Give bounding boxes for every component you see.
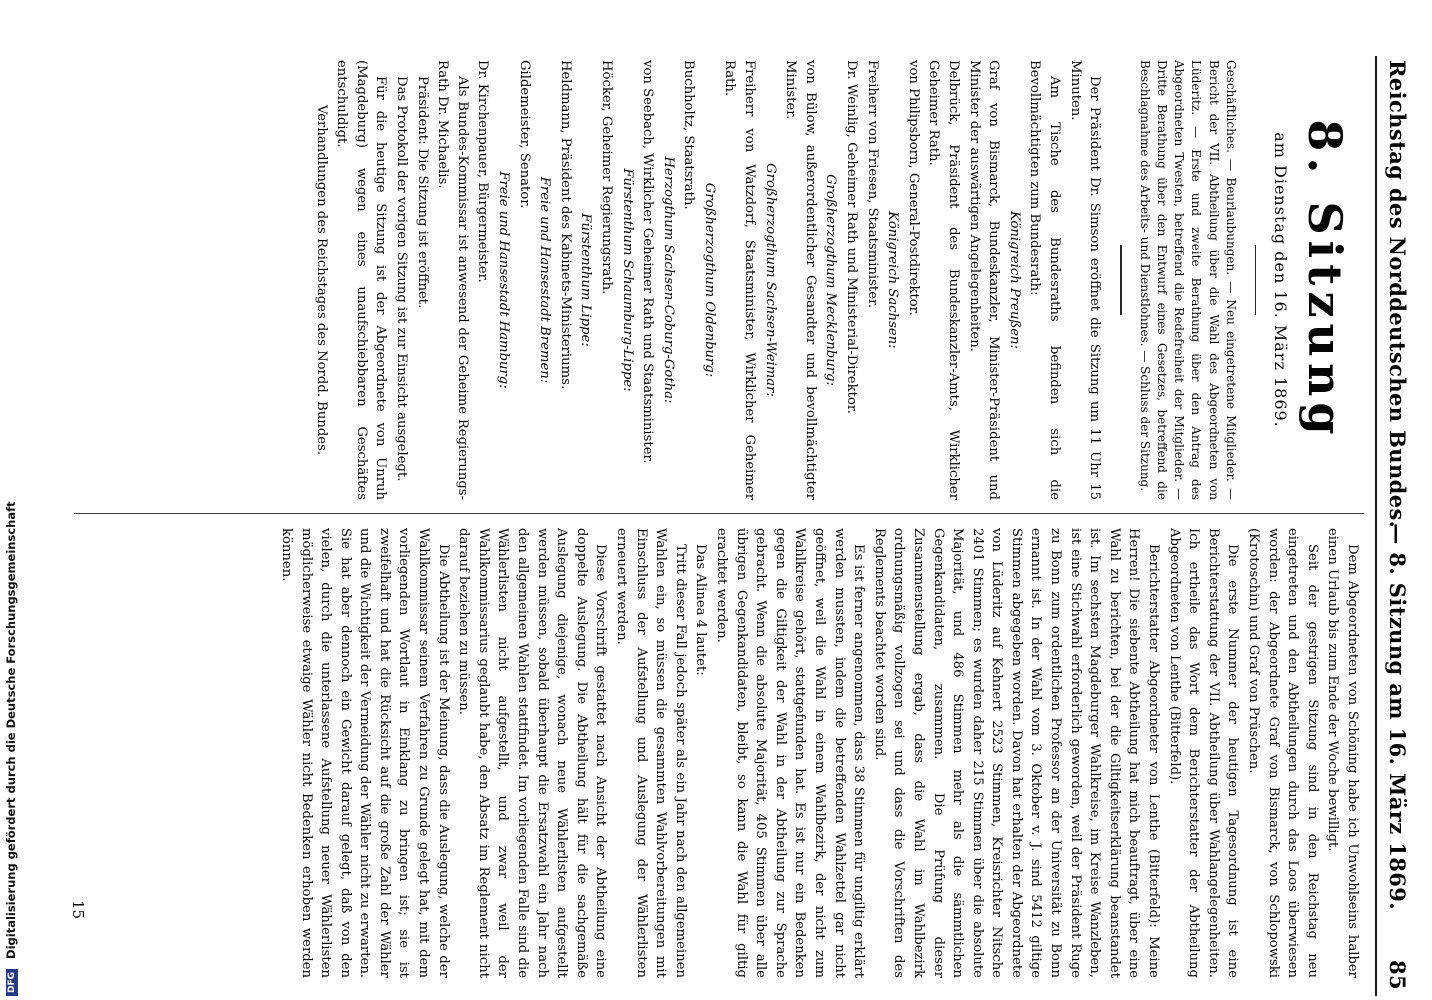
delegate-state: Herzogthum Sachsen-Coburg-Gotha: (660, 156, 676, 404)
delegate-state: Königreich Sachsen: (885, 211, 901, 349)
left-footer-line: Verhandlungen des Reichstages des Nordd. Bundes. (313, 104, 329, 456)
opening-paragraph: Der Präsident Dr. Simson eröffnet die Sitzung um 11 Uhr 15 Minuten. (1067, 60, 1103, 500)
delegate-entry: Graf von Bismarck, Bundeskanzler, Minister-Präsident und Minister der auswärtigen Angelegenheiten. (966, 60, 1002, 500)
session-title: 8. Sitzung (1298, 119, 1352, 441)
delegate-entry: Freiherr von Friesen, Staatsminister. (864, 60, 880, 309)
delegate-state: Freie und Hansestadt Hamburg: (495, 171, 511, 389)
delegate-list (473, 60, 1024, 500)
signature-mark: 15 (69, 900, 87, 920)
delegate-entry: Heldmann, Präsident des Kabinets-Ministeriums. (557, 60, 573, 390)
delegate-entry: Höcker, Geheimer Regierungsrath. (598, 60, 614, 295)
header-rule (1375, 56, 1377, 996)
delegate-state: Freie und Hansestadt Bremen: (537, 176, 553, 384)
president-opening: Präsident: Die Sitzung ist eröffnet. (414, 76, 430, 309)
right-paragraph: Die Abtheilung ist der Meinung, dass die Auslegung, welche der Wahlkommissar seinem Verfahren zu Grunde gelegt hat, mit dem vorliegenden Wortlaut in Einklang zu bringen ist; sie ist zweifelhaft und hat die Rücksicht auf die große Zahl der Wähler und die Wichtigkeit der Vermeidung der Wähler nicht zu erwarten. Sie hat aber dennoch ein Gewicht darauf gelegt, daß von den vielen, durch die unterlassene Aufstellung neuer Wählerlisten möglicherweise etwaige Wähler nicht Bedenken erhoben werden können. (278, 528, 451, 978)
summary-rule (1120, 245, 1122, 315)
delegate-state: Fürstenthum Schaumburg-Lippe: (619, 168, 635, 392)
right-paragraph: Seit der gestrigen Sitzung sind in den Reichstag neu eingetreten und den Abtheilungen durch das Loos überwiesen worden: der Abgeordnete Graf von Bismarck, von Schlopowski (Krotoschin) und Graf von Prüschen. (1246, 528, 1320, 978)
delegate-entry: von Bülow, außerordentlicher Gesandter und bevollmächtigter Minister. (783, 60, 818, 500)
delegate-entry: von Seebach, Wirklicher Geheimer Rath und Staatsminister. (640, 60, 656, 464)
right-paragraph: Dem Abgeordneten von Schöning habe ich Unwohlseins halber einen Urlaub bis zum Ende der Woche bewilligt. (1325, 528, 1360, 978)
delegate-entry: Buchholtz, Staatsrath. (681, 60, 697, 210)
delegate-entry: Dr. Weinlig, Geheimer Rath und Ministerial-Direktor. (844, 60, 860, 414)
column-divider (74, 513, 1364, 514)
right-paragraph-list (276, 528, 1362, 978)
right-paragraph: Das Alinea 4 lautet: (693, 544, 709, 676)
delegate-state: Königreich Preußen: (1006, 210, 1022, 349)
delegate-entry: Freiherr von Watzdorf, Staatsminister, Wirklicher Geheimer Rath. (722, 60, 758, 500)
running-head-right: — 8. Sitzung am 16. März 1869. (1385, 523, 1410, 910)
protocol-paragraph: Das Protokoll der vorigen Sitzung ist zur Einsicht ausgelegt. (394, 76, 409, 482)
delegate-entry: Gildemeister, Senator. (516, 60, 532, 209)
right-paragraph: Es ist ferner angenommen, dass 38 Stimmen für ungiltig erklärt werden mussten, indem die betreffenden Wahlzettel gar nicht geöffnet, weil die Wahl in einem Wahlbezirk, der nicht zum Wahlkreise gehört, stattgefunden hat. Es ist nur ein Bedenken gegen die Giltigkeit der Wahl in der Abtheilung zur Sprache gebracht. Wenn die absolute Majorität, 405 Stimmen über alle übrigen Gegenkandidaten, bleibt, so kann die Wahl für giltig erachtet werden. (714, 528, 867, 978)
commissioner-paragraph: Als Bundes-Kommissar ist anwesend der Geheime Regierungs-Rath Dr. Michaelis. (435, 60, 470, 500)
council-intro: Am Tische des Bundesraths befinden sich die Bevollmächtigten zum Bundesrath: (1027, 60, 1062, 500)
left-column (310, 60, 1362, 500)
delegate-state: Großherzogthum Mecklenburg: (823, 174, 839, 386)
right-column (275, 528, 1362, 978)
leave-paragraph: Für die heutige Sitzung ist der Abgeordnete von Unruh (Magdeburg) wegen eines unaufschiebbaren Geschäftes entschuldigt. (334, 60, 389, 500)
delegate-state: Großherzogthum Sachsen-Weimar: (762, 163, 778, 397)
delegate-state: Großherzogthum Oldenburg: (701, 182, 717, 378)
right-paragraph: Berichterstatter Abgeordneter von Lenthe (Bitterfeld): Meine Herren! Die siebente Abtheilung hat mich beauftragt, über eine Wahl zu berichten, bei der die Giltigkeitserklärung beanstandet ist. Im sechsten Magdeburger Wahlkreise, im Kreise Wanzleben, ist eine Stichwahl erforderlich geworden, weil der Präsident Ruge zu Bonn zum ordentlichen Professor an der Universität zu Bonn ernannt ist. In der Wahl vom 3. Oktober v. J. sind 5412 giltige Stimmen abgegeben worden. Davon hat erhalten der Abgeordnete von Lüderitz auf Kehnert 2523 Stimmen, Kreisrichter Nitsche 2401 Stimmen; es wurden daher 215 Stimmen über die absolute Majorität, und 486 Stimmen mehr als die sämmtlichen Gegenkandidaten, zusammen. Die Prüfung dieser Zusammenstellung ergab, dass die Wahl im Wahlbezirk ordnungsmäßig vollzogen sei und dass die Vorschriften des Reglements beachtet worden sind. (871, 528, 1162, 978)
sitting-summary: Geschäftliches. — Beurlaubungen. — Neu eingetretene Mitglieder. — Bericht der VII. Abtheilung über die Wahl des Abgeordneten von Lüderitz. — Erste und zweite Berathung über den Antrag des Abgeordneten Twesten, betreffend die Redefreiheit der Mitglieder. — Dritte Berathung über den Entwurf eines Gesetzes, betreffend die Beschlagnahme des Arbeits- und Dienstlohnes. — Schluss der Sitzung. (1137, 60, 1238, 500)
right-paragraph: Die erste Nummer der heutigen Tagesordnung ist eine Berichterstattung der VII. Abtheilung über Wahlangelegenheiten. Ich ertheile das Wort dem Berichterstatter der Abtheilung Abgeordneten von Lenthe (Bitterfeld). (1166, 528, 1241, 978)
digitization-text: Digitalisierung gefördert durch die Deutsche Forschungsgemeinschaft (4, 501, 18, 959)
page-number: 85 (1385, 959, 1410, 990)
digitization-credit (4, 0, 32, 996)
delegate-entry: Dr. Kirchenpauer, Bürgermeister. (475, 60, 491, 283)
title-rule (1255, 245, 1257, 315)
dfg-logo: DFG (6, 969, 18, 996)
delegate-entry: von Philipsborn, General-Postdirektor. (905, 60, 921, 316)
delegate-entry: Delbrück, Präsident des Bundeskanzler-Amts, Wirklicher Geheimer Rath. (926, 60, 962, 500)
running-head-left: Reichstag des Norddeutschen Bundes. (1385, 60, 1410, 529)
right-paragraph: Tritt dieser Fall jedoch später als ein Jahr nach den allgemeinen Wahlen ein, so müssen die gesammten Wahlvorbereitungen mit Einschluss der Aufstellung und Auslegung der Wählerlisten erneuert werden. (614, 528, 688, 978)
delegate-state: Fürstenthum Lippe: (578, 213, 594, 347)
session-date: am Dienstag den 16. März 1869. (1271, 132, 1290, 428)
right-paragraph: Diese Vorschrift gestattet nach Ansicht der Abtheilung eine doppelte Auslegung. Die Abtheilung hält für die sachgemäße Auslegung diejenige, wonach neue Wählerlisten aufgestellt werden müssen, sobald überhaupt die Ersatzwahl ein Jahr nach den allgemeinen Wahlen stattfindet. Im vorliegenden Falle sind die Wählerlisten nicht aufgestellt, und zwar weil der Wahlkommissarius geglaubt habe, den Absatz im Reglement nicht darauf beziehen zu müssen. (456, 528, 609, 978)
